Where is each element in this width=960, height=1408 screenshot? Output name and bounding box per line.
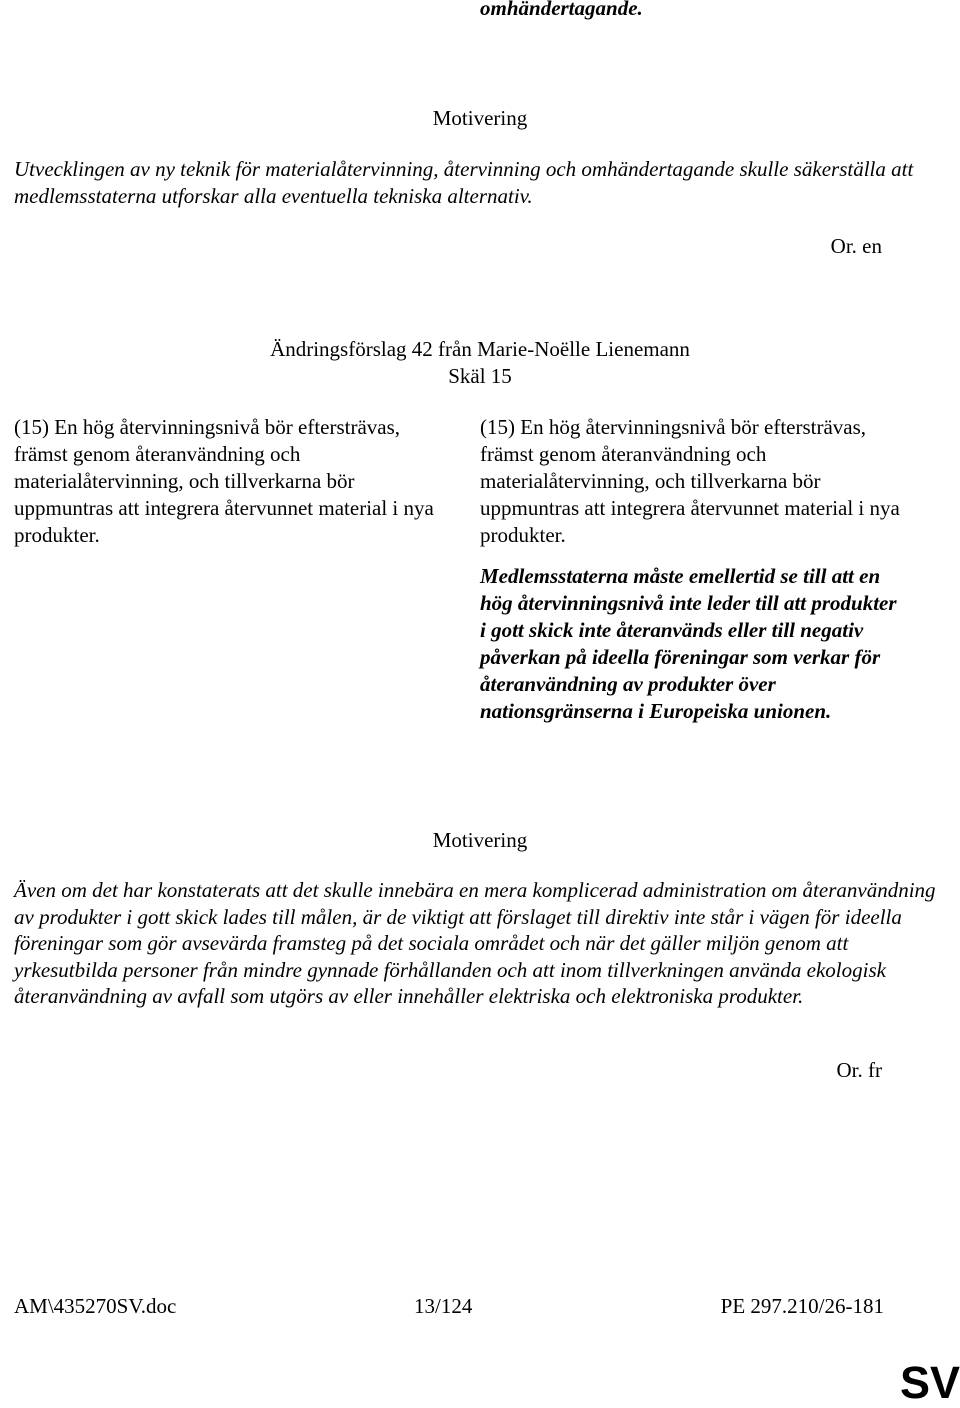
original-language-label: Or. en	[830, 234, 882, 258]
amendment-recital: Skäl 15	[448, 364, 512, 388]
language-code-mark: SV	[899, 1357, 960, 1408]
justification-heading: Motivering	[432, 106, 528, 130]
original-text-column	[14, 414, 434, 549]
amendment-title: Ändringsförslag 42 från Marie-Noëlle Lienemann	[270, 337, 690, 361]
original-language-label: Or. fr	[836, 1058, 882, 1082]
amended-recital-text: (15) En hög återvinningsnivå bör eftersträvas, främst genom återanvändning och materialåtervinning, och tillverkarna bör uppmuntras att integrera återvunnet material i nya produkter.	[480, 415, 900, 547]
original-recital-text: (15) En hög återvinningsnivå bör eftersträvas, främst genom återanvändning och materialåtervinning, och tillverkarna bör uppmuntras att integrera återvunnet material i nya produkter.	[14, 415, 434, 547]
footer-page-number: 13/124	[414, 1294, 473, 1318]
footer-document-name: AM\435270SV.doc	[14, 1294, 177, 1318]
footer-reference: PE 297.210/26-181	[720, 1294, 884, 1318]
justification-text: Utvecklingen av ny teknik för materialåtervinning, återvinning och omhändertagande skulle säkerställa att medlemsstaterna utforskar alla eventuella tekniska alternativ.	[14, 157, 914, 208]
amendment-header	[0, 336, 960, 390]
justification-text: Även om det har konstaterats att det skulle innebära en mera komplicerad administration om återanvändning av produkter i gott skick lades till målen, är de viktigt att förslaget till direktiv inte står i vägen för ideella föreningar som gör avsevärda framsteg på det sociala området och när det gäller miljön genom att yrkesutbilda personer från mindre gynnade förhållanden och att inom tillverkningen använda ekologisk återanvändning av avfall som utgörs av eller innehåller elektriska och elektroniska produkter.	[14, 878, 936, 1009]
continued-text-tail: omhändertagande.	[480, 0, 643, 20]
amended-addition-text: Medlemsstaterna måste emellertid se till att en hög återvinningsnivå inte leder till att produkter i gott skick inte återanvänds eller till negativ påverkan på ideella föreningar som verkar för återanvändning av produkter över nationsgränserna i Europeiska unionen.	[480, 564, 897, 723]
justification-heading: Motivering	[432, 828, 528, 852]
amended-text-column	[480, 414, 900, 739]
